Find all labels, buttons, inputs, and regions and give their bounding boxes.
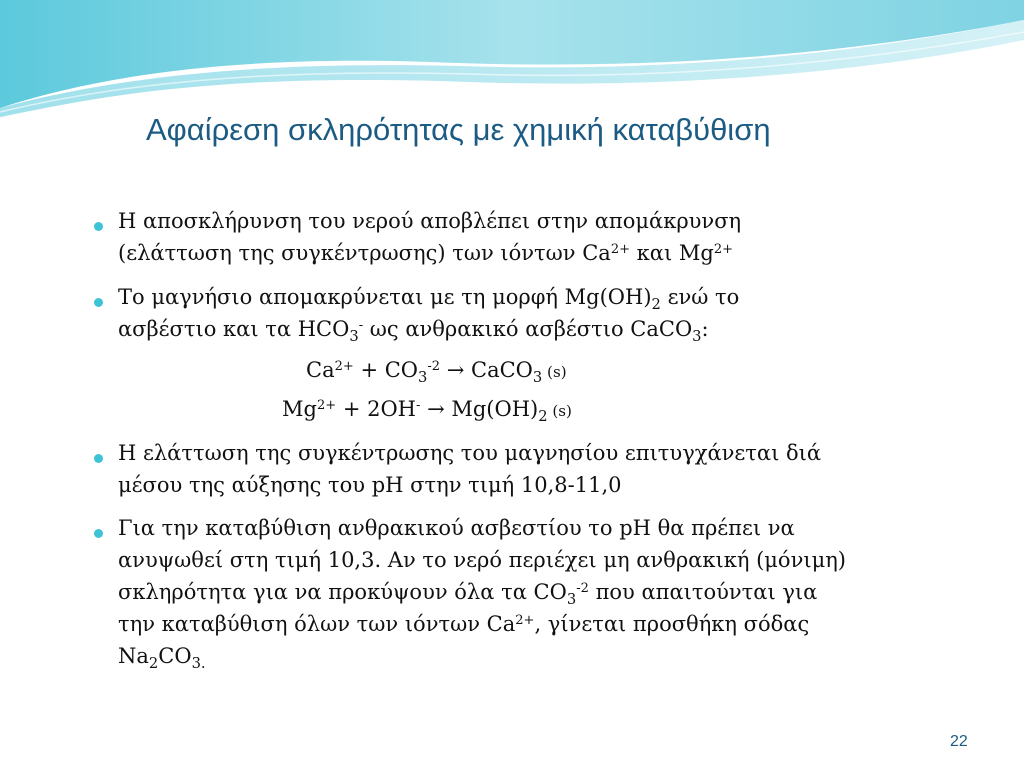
bullet-2-line-1: Το μαγνήσιο απομακρύνεται με τη μορφή $Mg(OH)_2$ ενώ το bbox=[118, 285, 740, 314]
bullet-3-line-1: Η ελάττωση της συγκέντρωσης του μαγνησίου επιτυγχάνεται διά bbox=[118, 441, 822, 465]
bullet-3-text bbox=[118, 437, 821, 501]
bullet-4-line-5: $Na_2CO_{3.}$ bbox=[118, 644, 206, 673]
bullet-4-line-4: την καταβύθιση όλων των ιόντων $Ca^{2+}$, γίνεται προσθήκη σόδας bbox=[118, 612, 810, 636]
bullet-3-line-2: μέσου της αύξησης του pH στην τιμή 10,8-11,0 bbox=[118, 473, 622, 497]
bullet-1-text bbox=[118, 205, 741, 269]
bullet-4-line-1: Για την καταβύθιση ανθρακικού ασβεστίου το pH θα πρέπει να bbox=[118, 516, 795, 540]
bullet-4-line-2: ανυψωθεί στη τιμή 10,3. Αν το νερό περιέχει μη ανθρακική (μόνιμη) bbox=[118, 548, 846, 572]
page-number: 22 bbox=[950, 733, 968, 750]
bullet-4-line-3: σκληρότητα για να προκύψουν όλα τα $CO_3^{-2}$ που απαιτούνται για bbox=[118, 580, 818, 609]
bullet-2-line-2: ασβέστιο και τα $HCO_3^-$ ως ανθρακικό ασβέστιο CaCO$_3$: bbox=[118, 317, 709, 346]
slide-title: Αφαίρεση σκληρότητας με χημική καταβύθιση bbox=[146, 112, 771, 147]
bullet-1-line-2: (ελάττωση της συγκέντρωσης) των ιόντων $Ca^{2+}$ και $Mg^{2+}$ bbox=[118, 241, 734, 265]
arrow-icon: → bbox=[440, 358, 472, 382]
header-wave-decoration bbox=[0, 0, 1024, 130]
arrow-icon: → bbox=[420, 397, 452, 421]
equation-calcium: $Ca^{2+} + CO_3^{-2}$ → CaCO$_3$ (s) bbox=[306, 358, 567, 387]
equation-magnesium: $Mg^{2+} + 2OH^- \to Mg(OH)_2$ (s) bbox=[282, 397, 572, 426]
bullet-2-text bbox=[118, 281, 739, 345]
bullet-1-line-1: Η αποσκλήρυνση του νερού αποβλέπει στην απομάκρυνση bbox=[118, 209, 742, 233]
bullet-4-text bbox=[118, 512, 846, 672]
